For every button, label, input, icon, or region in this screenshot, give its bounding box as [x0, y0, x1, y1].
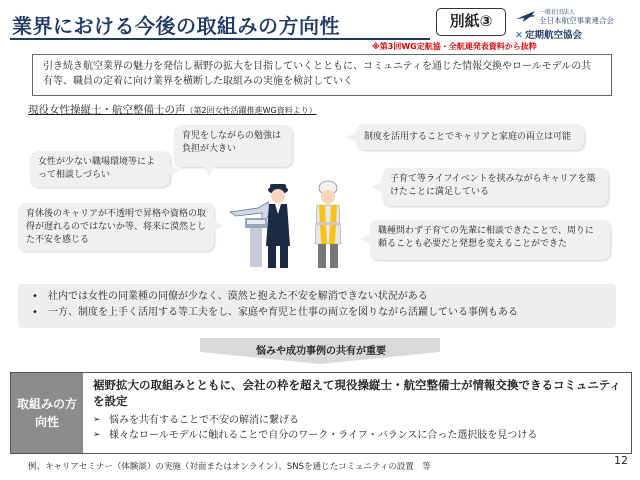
voice-bubble: 職種問わず子育ての先輩に相談できたことで、周りに頼ることも必要だと発想を変えることができた: [370, 220, 610, 260]
control-tower-icon: [245, 218, 267, 267]
voice-bubble: 制度を活用することでキャリアと家庭の両立は可能: [356, 124, 584, 150]
voice-bubble: 育休後のキャリアが不透明で昇格や資格の取得が遅れるのではないか等、将来に漠然とした不安を感じる: [18, 203, 214, 251]
voice-bubble: 女性が少ない職場環境等によって相談しづらい: [30, 151, 170, 187]
summary-bullet: • 一方、制度を上手く活用する等工夫をし、家庭や育児と仕事の両立を図りながら活躍している事例もある: [30, 305, 604, 321]
voices-heading-note: （第2回女性活躍推進WG資料より）: [185, 106, 317, 115]
summary-box: [18, 284, 616, 328]
mechanic-figure-icon: [315, 181, 341, 268]
logo-org-type: 一般社団法人: [539, 9, 576, 16]
footnote: 例、キャリアセミナー（体験談）の実施（対面またはオンライン）、SNSを通じたコミュニティの設置 等: [28, 462, 431, 472]
voice-bubble: 子育て等ライフイベントを挟みながらキャリアを築けたことに満足している: [382, 168, 608, 206]
direction-item: ➢ 悩みを共有することで不安の解消に繋げる: [93, 413, 625, 428]
logo-org-name-2-text: 定期航空協会: [524, 30, 582, 41]
pilot-and-mechanic-illustration: [228, 172, 368, 272]
logo-mark-icon: ✕: [515, 30, 523, 41]
direction-item: ➢ 様々なロールモデルに触れることで自分のワーク・ライフ・バランスに合った選択肢を見つける: [93, 428, 625, 443]
logo-org-name-2: [515, 27, 582, 41]
down-arrow-banner: [0, 336, 640, 366]
direction-section: [10, 372, 632, 454]
source-note: ※第3回WG定航協・全航連発表資料から抜粋: [372, 42, 537, 51]
direction-main-text: 裾野拡大の取組みとともに、会社の枠を超えて現役操縦士・航空整備士が情報交換できるコミュニティを設定: [93, 378, 621, 408]
organization-logo: [515, 6, 633, 40]
title-underline: [10, 38, 430, 40]
summary-bullet: • 社内では女性の同業種の同僚が少なく、漠然と抱えた不安を解消できない状況がある: [30, 289, 604, 305]
arrow-label: 悩みや成功事例の共有が重要: [256, 346, 386, 357]
voices-section-heading: [28, 102, 317, 117]
direction-body: [93, 377, 625, 443]
direction-label: 取組みの方向性: [11, 373, 83, 453]
page-number: 12: [614, 454, 628, 467]
pilot-figure-icon: [266, 184, 290, 268]
logo-org-name-1: 全日本航空事業連合会: [539, 16, 614, 25]
airplane-logo-icon: [515, 8, 537, 24]
voices-heading-text: 現役女性操縦士・航空整備士の声: [28, 104, 186, 116]
exhibit-label: 別紙③: [436, 8, 506, 36]
voice-bubble: 育児をしながらの勉強は負担が大きい: [174, 125, 292, 167]
page-title: 業界における今後の取組みの方向性: [12, 14, 340, 38]
intro-text-box: 引き続き航空業界の魅力を発信し裾野の拡大を目指していくとともに、コミュニティを通じた情報交換やロールモデルの共有等、職員の定着に向け業界を横断した取組みの実施を検討していく: [32, 54, 612, 96]
